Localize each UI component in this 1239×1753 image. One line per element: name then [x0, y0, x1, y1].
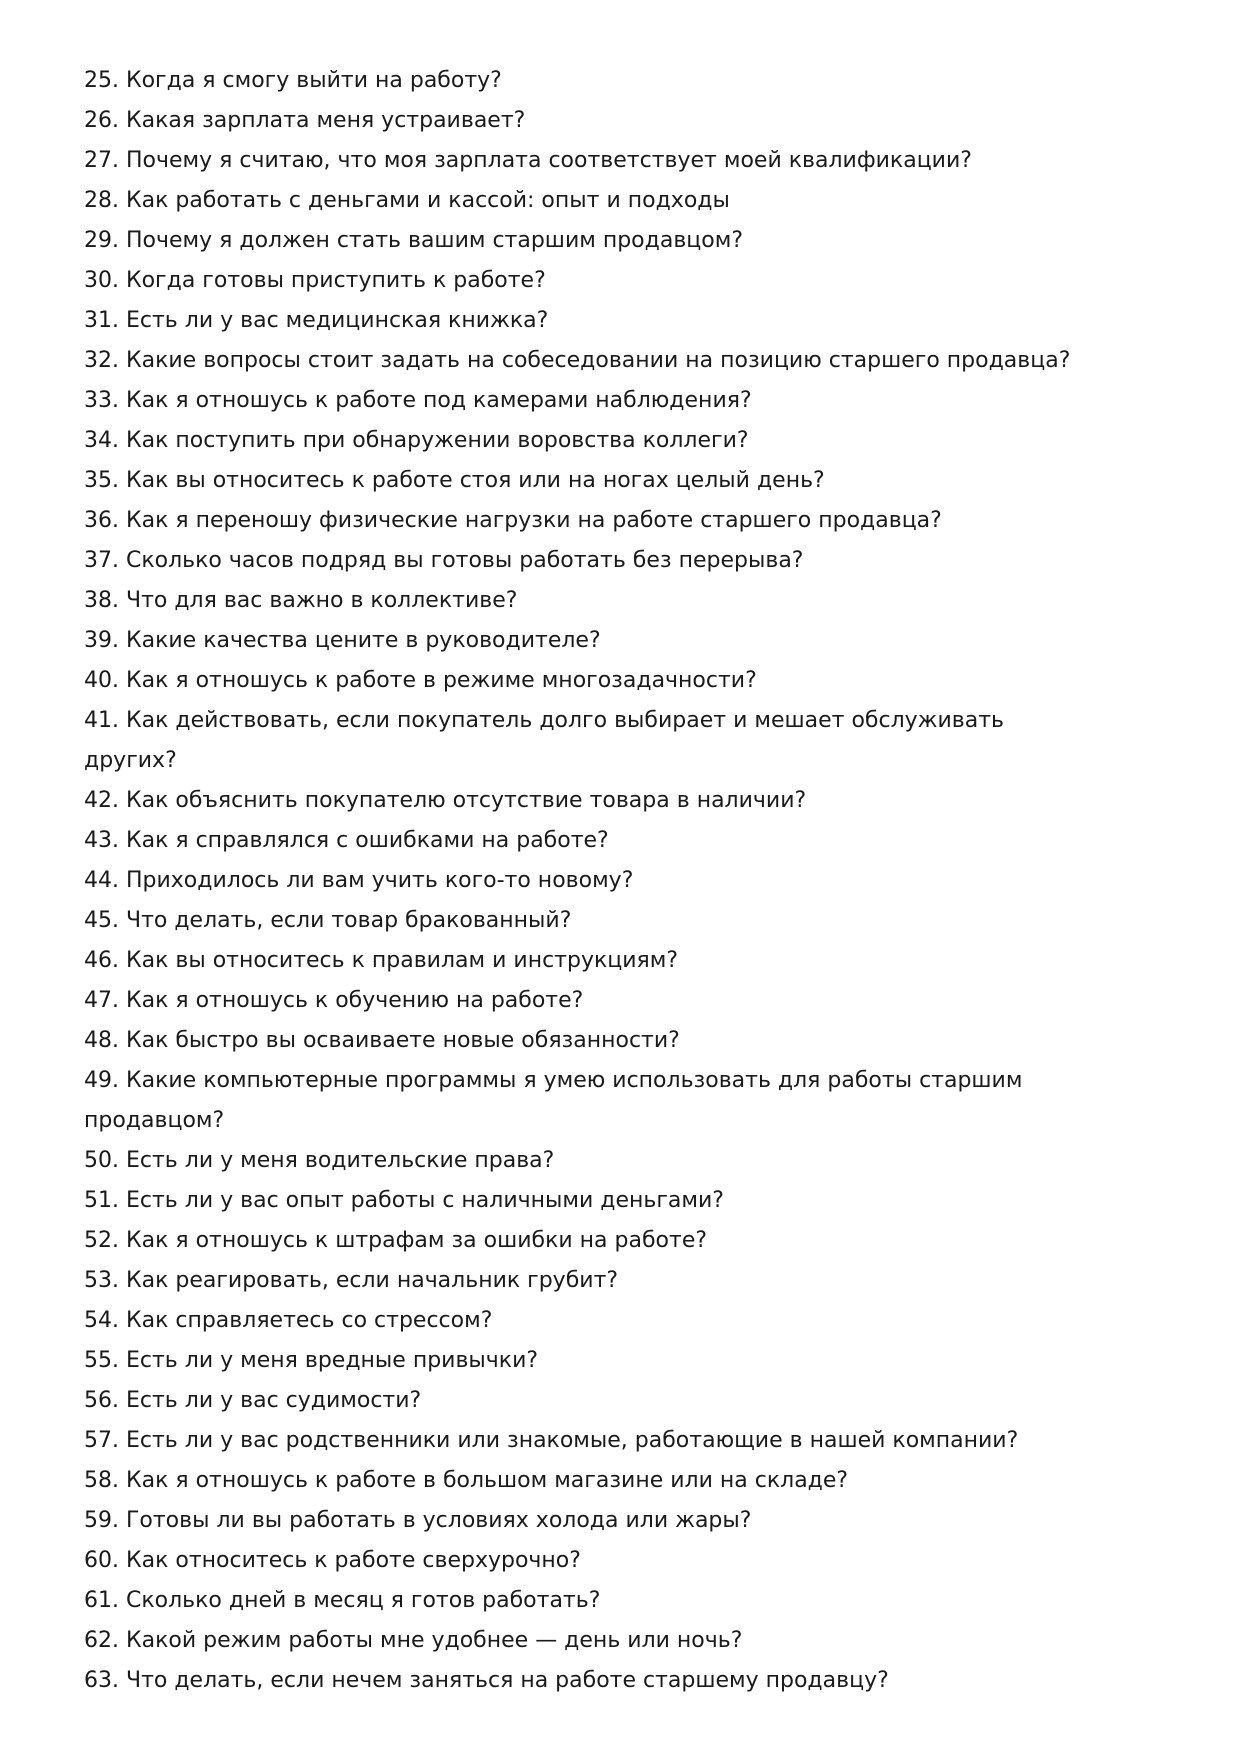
question-item: 27. Почему я считаю, что моя зарплата соответствует моей квалификации? — [84, 148, 972, 173]
question-item: 59. Готовы ли вы работать в условиях холода или жары? — [84, 1508, 752, 1533]
question-list — [84, 61, 1094, 1701]
question-item: 56. Есть ли у вас судимости? — [84, 1388, 422, 1413]
question-item: 41. Как действовать, если покупатель долго выбирает и мешает обслуживать других? — [84, 708, 1004, 773]
question-item: 60. Как относитесь к работе сверхурочно? — [84, 1548, 581, 1573]
question-item: 39. Какие качества цените в руководителе? — [84, 628, 601, 653]
question-item: 34. Как поступить при обнаружении воровства коллеги? — [84, 428, 749, 453]
question-item: 53. Как реагировать, если начальник грубит? — [84, 1268, 619, 1293]
question-item: 37. Сколько часов подряд вы готовы работать без перерыва? — [84, 548, 804, 573]
question-item: 31. Есть ли у вас медицинская книжка? — [84, 308, 549, 333]
question-item: 35. Как вы относитесь к работе стоя или на ногах целый день? — [84, 468, 825, 493]
question-item: 29. Почему я должен стать вашим старшим продавцом? — [84, 228, 744, 253]
question-item: 48. Как быстро вы осваиваете новые обязанности? — [84, 1028, 680, 1053]
question-item: 28. Как работать с деньгами и кассой: опыт и подходы — [84, 188, 730, 213]
question-item: 51. Есть ли у вас опыт работы с наличными деньгами? — [84, 1188, 724, 1213]
question-item: 25. Когда я смогу выйти на работу? — [84, 68, 502, 93]
question-item: 45. Что делать, если товар бракованный? — [84, 908, 572, 933]
question-item: 44. Приходилось ли вам учить кого-то новому? — [84, 868, 634, 893]
question-item: 61. Сколько дней в месяц я готов работать? — [84, 1588, 601, 1613]
question-item: 42. Как объяснить покупателю отсутствие товара в наличии? — [84, 788, 807, 813]
question-item: 52. Как я отношусь к штрафам за ошибки на работе? — [84, 1228, 708, 1253]
question-item: 63. Что делать, если нечем заняться на работе старшему продавцу? — [84, 1668, 889, 1693]
question-item: 30. Когда готовы приступить к работе? — [84, 268, 546, 293]
question-item: 47. Как я отношусь к обучению на работе? — [84, 988, 584, 1013]
question-item: 33. Как я отношусь к работе под камерами наблюдения? — [84, 388, 752, 413]
question-item: 32. Какие вопросы стоит задать на собеседовании на позицию старшего продавца? — [84, 348, 1071, 373]
question-item: 40. Как я отношусь к работе в режиме многозадачности? — [84, 668, 757, 693]
question-item: 54. Как справляетесь со стрессом? — [84, 1308, 493, 1333]
question-item: 43. Как я справлялся с ошибками на работе? — [84, 828, 609, 853]
question-item: 49. Какие компьютерные программы я умею использовать для работы старшим продавцом? — [84, 1068, 1023, 1133]
question-item: 46. Как вы относитесь к правилам и инструкциям? — [84, 948, 679, 973]
question-item: 50. Есть ли у меня водительские права? — [84, 1148, 555, 1173]
question-item: 62. Какой режим работы мне удобнее — день или ночь? — [84, 1628, 743, 1653]
question-item: 38. Что для вас важно в коллективе? — [84, 588, 518, 613]
question-item: 55. Есть ли у меня вредные привычки? — [84, 1348, 539, 1373]
question-item: 36. Как я переношу физические нагрузки на работе старшего продавца? — [84, 508, 942, 533]
question-item: 57. Есть ли у вас родственники или знакомые, работающие в нашей компании? — [84, 1428, 1019, 1453]
question-item: 58. Как я отношусь к работе в большом магазине или на складе? — [84, 1468, 849, 1493]
question-item: 26. Какая зарплата меня устраивает? — [84, 108, 526, 133]
